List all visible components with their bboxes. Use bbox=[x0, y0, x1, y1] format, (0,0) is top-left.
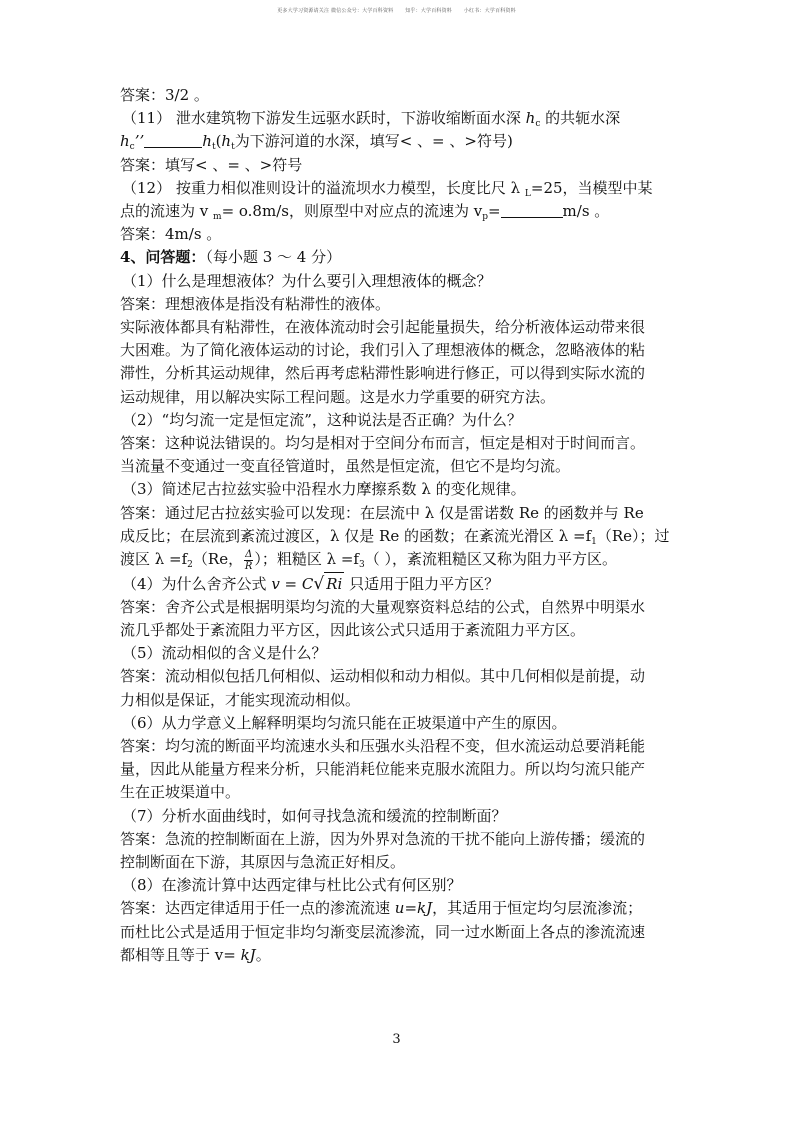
answer-line: 答案：这种说法错误的。均匀是相对于空间分布而言，恒定是相对于时间而言。 bbox=[120, 434, 646, 453]
answer-line: 答案：4m/s 。 bbox=[120, 225, 222, 244]
question-12: （12） 按重力相似准则设计的溢流坝水力模型，长度比尺 λ $_L$=25，当模型中某 bbox=[122, 178, 653, 199]
paragraph-line: 控制断面在下游，其原因与急流正好相反。 bbox=[120, 853, 406, 871]
sqrt-symbol: √ bbox=[313, 573, 325, 594]
answer-line: 答案：填写< 、= 、>符号 bbox=[120, 155, 303, 174]
answer-line: 答案：急流的控制断面在上游，因为外界对急流的干扰不能向上游传播；缓流的 bbox=[120, 829, 646, 848]
answer-line: 答案：达西定律适用于任一点的渗流流速 u=kJ，其适用于恒定均匀层流渗流； bbox=[120, 899, 643, 918]
question-6: （6）从力学意义上解释明渠均匀流只能在正坡渠道中产生的原因。 bbox=[122, 713, 567, 732]
paragraph-line: 成反比；在层流到紊流过渡区，λ 仅是 Re 的函数；在紊流光滑区 $\lambda =f_1(Re)$；过 bbox=[120, 526, 670, 547]
question-8: （8）在渗流计算中达西定律与杜比公式有何区别？ bbox=[122, 876, 462, 895]
section-heading: 4、问答题：（每小题 3 ～ 4 分） bbox=[120, 248, 342, 267]
answer-line: 答案：通过尼古拉兹实验可以发现：在层流中 λ 仅是雷诺数 Re 的函数并与 Re bbox=[120, 503, 644, 522]
answer-blank bbox=[144, 133, 202, 148]
question-11-cont: $h_c$’’ $h_t(h_t$为下游河道的水深，填写< 、= 、>符号) bbox=[120, 132, 513, 153]
question-12-cont: 点的流速为 v $_m$= o.8m/s，则原型中对应点的流速为 $v_p= m/s$ 。 bbox=[120, 202, 610, 223]
paragraph-line: 流几乎都处于紊流阻力平方区，因此该公式只适用于紊流阻力平方区。 bbox=[120, 620, 586, 639]
paragraph-line: 渡区 $\lambda =f_2(Re$， $\frac{\Delta}{R}$ ）；粗糙区 $\lambda =f_3$（ ），紊流粗糙区又称为阻力平方区。 bbox=[120, 548, 617, 572]
paragraph-line: 生在正坡渠道中。 bbox=[120, 783, 241, 802]
paragraph-line: 都相等且等于 v= kJ。 bbox=[120, 945, 271, 964]
answer-line: 答案：理想液体是指没有粘滞性的液体。 bbox=[120, 294, 391, 313]
paragraph-line: 量，因此从能量方程来分析，只能消耗位能来克服水流阻力。所以均匀流只能产 bbox=[120, 760, 646, 779]
chezy-formula: v = C bbox=[271, 574, 314, 593]
paragraph-line: 而杜比公式是适用于恒定非均匀渐变层流渗流，同一过水断面上各点的渗流流速 bbox=[120, 922, 646, 941]
answer-line: 答案：舍齐公式是根据明渠均匀流的大量观察资料总结的公式，自然界中明渠水 bbox=[120, 597, 646, 616]
header-wechat: 更多大学习资源请关注 微信公众号：大学百科资料 bbox=[277, 8, 394, 14]
page-number: 3 bbox=[392, 1032, 401, 1047]
paragraph-line: 运动规律，用以解决实际工程问题。这是水力学重要的研究方法。 bbox=[120, 387, 556, 406]
answer-blank bbox=[501, 203, 563, 218]
header-xiaohongshu: 小红书：大学百科资料 bbox=[463, 8, 516, 14]
page-header bbox=[0, 7, 793, 14]
answer-line: 答案：均匀流的断面平均流速水头和压强水头沿程不变，但水流运动总要消耗能 bbox=[120, 736, 646, 755]
answer-line: 答案：3/2 。 bbox=[120, 86, 209, 104]
answer-line: 答案：流动相似包括几何相似、运动相似和动力相似。其中几何相似是前提，动 bbox=[120, 667, 646, 686]
paragraph-line: 滞性，分析其运动规律，然后再考虑粘滞性影响进行修正，可以得到实际水流的 bbox=[120, 364, 646, 383]
header-zhihu: 知乎：大学百科资料 bbox=[405, 8, 452, 14]
question-11: （11） 泄水建筑物下游发生远驱水跃时，下游收缩断面水深 $h_c$ 的共轭水深 bbox=[122, 109, 621, 130]
document-body bbox=[120, 84, 680, 967]
paragraph-line: 力相似是保证，才能实现流动相似。 bbox=[120, 690, 361, 709]
question-2: （2）“均匀流一定是恒定流”，这种说法是否正确？为什么？ bbox=[122, 410, 522, 429]
paragraph-line: 实际液体都具有粘滞性，在液体流动时会引起能量损失，给分析液体运动带来很 bbox=[120, 318, 646, 337]
question-3: （3）简述尼古拉兹实验中沿程水力摩擦系数 λ 的变化规律。 bbox=[122, 480, 526, 499]
question-4: （4）为什么舍齐公式 v = C√ Ri 只适用于阻力平方区？ bbox=[120, 572, 680, 596]
question-5: （5）流动相似的含义是什么？ bbox=[122, 644, 327, 663]
question-1: （1）什么是理想液体？为什么要引入理想液体的概念？ bbox=[122, 271, 492, 290]
paragraph-line: 当流量不变通过一变直径管道时，虽然是恒定流，但它不是均匀流。 bbox=[120, 457, 571, 476]
question-7: （7）分析水面曲线时，如何寻找急流和缓流的控制断面？ bbox=[122, 806, 507, 825]
paragraph-line: 大困难。为了简化液体运动的讨论，我们引入了理想液体的概念，忽略液体的粘 bbox=[120, 341, 646, 360]
delta-over-r-fraction: $\frac{\Delta}{R}$ bbox=[244, 548, 253, 572]
